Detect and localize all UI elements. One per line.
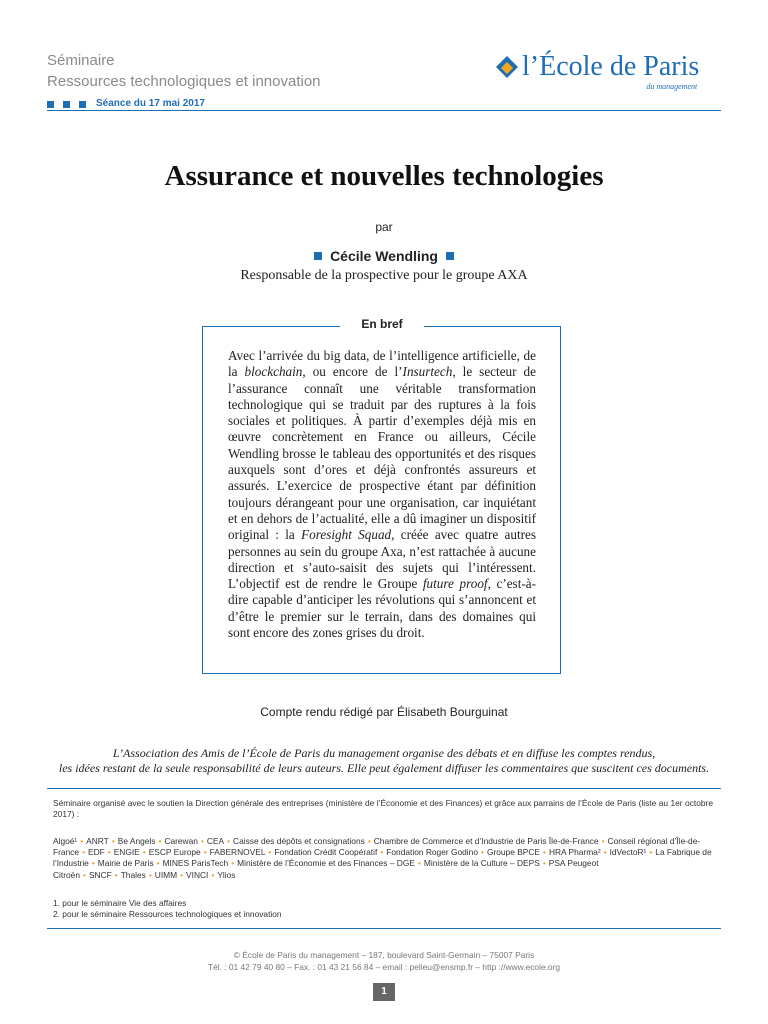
seminar-heading [47,50,321,92]
separator-dot-icon: • [82,847,86,858]
sponsor-name: Be Angels [117,836,156,846]
summary-label: En bref [340,317,424,331]
sponsor-name: HRA Pharma² [548,847,601,858]
separator-dot-icon: • [268,847,272,858]
separator-dot-icon: • [158,836,162,846]
session-date: Séance du 17 mai 2017 [96,98,205,109]
sponsor-name: EDF [88,847,105,858]
square-bullet-icon [446,252,454,260]
page-footer [0,949,768,973]
separator-dot-icon: • [367,836,371,846]
sponsor-name: MINES ParisTech [162,858,229,869]
divider [47,788,721,789]
separator-dot-icon: • [180,869,184,880]
sponsors-intro: Séminaire organisé avec le soutien la Direction générale des entreprises (ministère de l’Économie et des Finances) et grâce aux parrains de l’École de Paris (liste au 1er octobre 2017) : [53,798,713,820]
sponsor-name: Algoé¹ [53,836,78,846]
separator-dot-icon: • [601,836,605,846]
sponsor-name: CEA [206,836,225,846]
logo-diamond-icon [494,54,520,82]
sponsor-name: VINCI [186,869,209,880]
sponsor-name: Ylios [217,869,236,880]
separator-dot-icon: • [80,836,84,846]
sponsor-name: Carewan [164,836,198,846]
ecole-de-paris-logo [494,51,700,91]
separator-dot-icon: • [649,847,653,858]
author-name: Cécile Wendling [330,248,438,264]
separator-dot-icon: • [91,858,95,869]
summary-text: Avec l’arrivée du big data, de l’intelligence artificielle, de la blockchain, ou encore de l’Insurtech, le secteur de l’assurance connaît une véritable transformation technologique qui se traduit par des ruptures à la fois sociales et politiques. À partir d’exemples déjà mis en œuvre concrètement en France ou ailleurs, Cécile Wendling brosse le tableau des opportunités et des risques auxquels sont d’ores et déjà confrontés assureurs et assurés. L’exercice de prospective étant par définition toujours dérangeant pour une organisation, car inquiétant et en dehors de l’actualité, elle a dû imaginer un dispositif original : la Foresight Squad, créée avec quatre autres personnes au sein du groupe Axa, n’est rattachée à aucune direction et s’auto-saisit des sujets qui l’intéressent. L’objectif est de rendre le Groupe future proof, c’est-à-dire capable d’anticiper les révolutions qui s’annoncent et d’être le premier sur le terrain, dans des domaines qui sont encore des zones grises du droit. [228,348,536,641]
sponsor-name: PSA Peugeot Citroën [53,858,599,880]
separator-dot-icon: • [200,836,204,846]
footer-contact: Tél. : 01 42 79 40 80 – Fax. : 01 43 21 56 84 – email : pelieu@ensmp.fr – http ://www.ecole.org [207,962,561,972]
separator-dot-icon: • [231,858,235,869]
footnotes [53,898,713,920]
report-author: Compte rendu rédigé par Élisabeth Bourguinat [260,705,508,719]
separator-dot-icon: • [148,869,152,880]
divider [47,928,721,929]
author-role: Responsable de la prospective pour le groupe AXA [240,268,528,283]
separator-dot-icon: • [111,836,115,846]
separator-dot-icon: • [203,847,207,858]
separator-dot-icon: • [227,836,231,846]
seminar-label: Séminaire [47,52,115,69]
sponsor-name: Ministère de l’Économie et des Finances – DGE [237,858,415,869]
separator-dot-icon: • [380,847,384,858]
sponsor-name: Mairie de Paris [97,858,154,869]
separator-dot-icon: • [107,847,111,858]
logo-subtitle: du management [646,82,698,91]
separator-dot-icon: • [481,847,484,858]
sponsor-name: Thales [120,869,146,880]
separator-dot-icon: • [142,847,146,858]
separator-dot-icon: • [114,869,118,880]
square-bullet-icon [314,252,322,260]
sponsor-name: FABERNOVEL [209,847,266,858]
author-line [0,248,768,264]
separator-dot-icon: • [83,869,86,880]
separator-dot-icon: • [542,858,546,869]
sponsor-name: Ministère de la Culture – DEPS [423,858,540,869]
sponsors-list [53,836,713,881]
logo-text: l’École de Paris [522,51,700,82]
sponsor-name: Conseil régional d’Île-de-France [53,836,701,858]
sponsor-name: IdVectoR¹ [609,847,647,858]
sponsor-name: Fondation Roger Godino [386,847,478,858]
page-number: 1 [373,983,395,1001]
sponsor-name: Caisse des dépôts et consignations [233,836,365,846]
header-divider [47,110,721,111]
sponsor-name: UIMM [154,869,178,880]
separator-dot-icon: • [417,858,421,869]
footer-address: © École de Paris du management – 187, boulevard Saint-Germain – 75007 Paris [233,950,535,960]
header-bullets [47,101,86,108]
sponsor-name: Chambre de Commerce et d’Industrie de Paris Île-de-France [373,836,599,846]
separator-dot-icon: • [156,858,160,869]
separator-dot-icon: • [603,847,607,858]
association-note: L’Association des Amis de l’École de Paris du management organise des débats et en diffuse les comptes rendus, les idées restant de la seule responsabilité de leurs auteurs. Elle peut également diffuser les commentaires que suscitent ces documents. [58,746,710,775]
seminar-name: Ressources technologiques et innovation [47,73,321,90]
sponsor-name: Fondation Crédit Coopératif [274,847,378,858]
footnote: 1. pour le séminaire Vie des affaires [53,898,187,908]
sponsor-name: Groupe BPCE [486,847,541,858]
sponsor-name: ANRT [86,836,109,846]
separator-dot-icon: • [543,847,546,858]
by-label: par [375,220,393,234]
sponsor-name: La Fabrique de l’Industrie [53,847,712,869]
separator-dot-icon: • [211,869,215,880]
sponsor-name: SNCF [88,869,112,880]
sponsor-name: ESCP Europe [148,847,201,858]
footnote: 2. pour le séminaire Ressources technologiques et innovation [53,909,282,920]
sponsor-name: ENGIE [113,847,140,858]
page-title: Assurance et nouvelles technologies [164,160,604,192]
